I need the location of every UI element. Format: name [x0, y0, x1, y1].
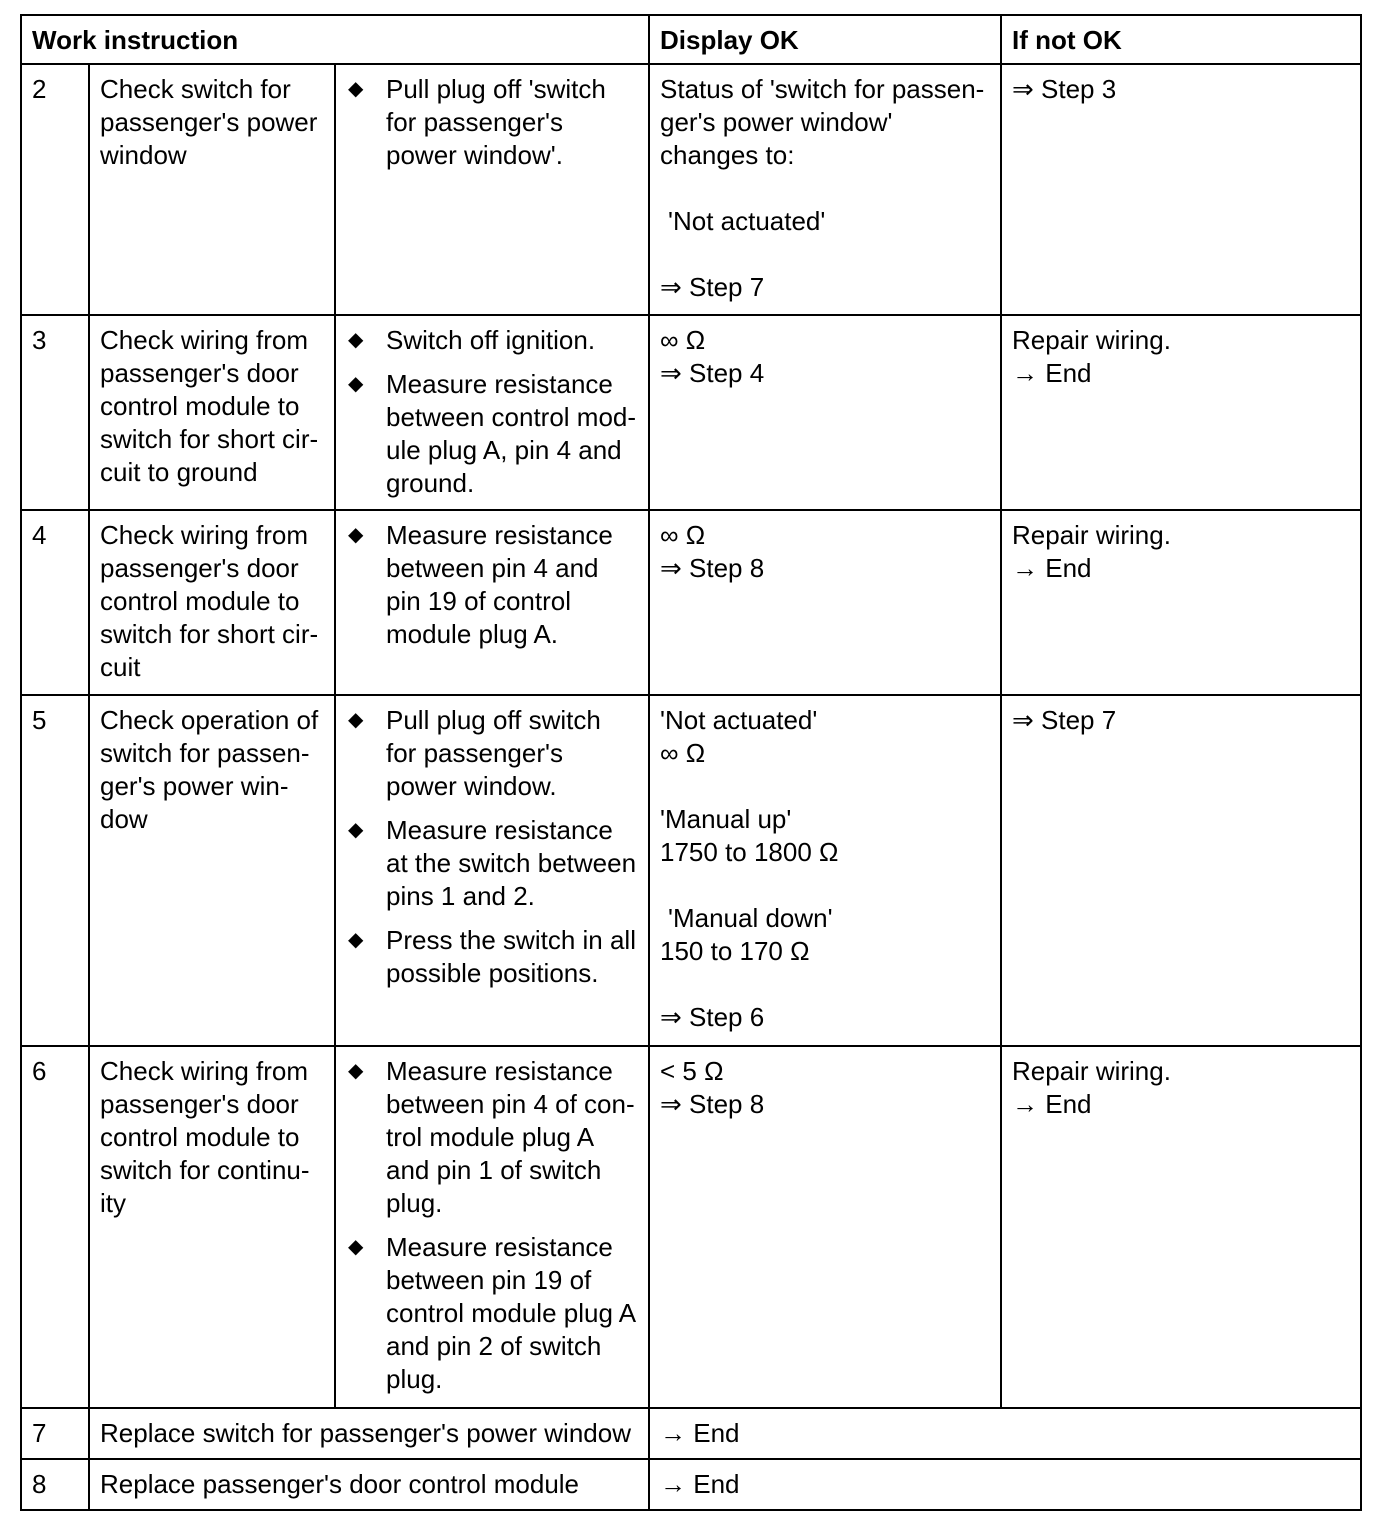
- display-ok-line: 'Not actuated': [668, 206, 826, 236]
- if-not-ok-line: Repair wiring.: [1012, 1056, 1171, 1086]
- header-work-instruction: Work instruction: [21, 15, 649, 64]
- action-list-cell: [335, 510, 649, 695]
- check-description: Check wiring from passenger's door control module to switch for continu-ity: [89, 1046, 335, 1408]
- list-item: ◆ Press the switch in all possible positions.: [348, 925, 636, 988]
- list-item: ◆ Pull plug off switch for passenger's power window.: [348, 705, 601, 801]
- step-number: 2: [21, 64, 89, 315]
- diamond-bullet-icon: ◆: [348, 709, 364, 731]
- check-description: Check wiring from passenger's door control module to switch for short cir-cuit to ground: [89, 315, 335, 510]
- diamond-bullet-icon: ◆: [348, 373, 364, 395]
- if-not-ok-cell: [1001, 315, 1361, 510]
- if-not-ok-cell: [1001, 695, 1361, 1046]
- display-ok-line: ⇒ Step 8: [660, 553, 765, 583]
- final-instruction: Replace switch for passenger's power window: [89, 1408, 649, 1459]
- spacer: [660, 238, 990, 271]
- if-not-ok-line: → End: [1012, 553, 1092, 583]
- list-item: ◆ Switch off ignition.: [348, 325, 596, 355]
- if-not-ok-cell: [1001, 64, 1361, 315]
- diamond-bullet-icon: ◆: [348, 78, 364, 100]
- diamond-bullet-icon: ◆: [348, 819, 364, 841]
- table-row: [21, 1046, 1361, 1408]
- work-instruction-table: [20, 14, 1362, 1511]
- if-not-ok-cell: [1001, 510, 1361, 695]
- step-number: 5: [21, 695, 89, 1046]
- diamond-bullet-icon: ◆: [348, 524, 364, 546]
- diamond-bullet-icon: ◆: [348, 1236, 364, 1258]
- list-item: ◆ Pull plug off 'switch for passenger's power window'.: [348, 74, 606, 170]
- list-item: ◆ Measure resistance between pin 4 of con-trol module plug A and pin 1 of switch plug.: [348, 1056, 635, 1218]
- display-ok-line: < 5 Ω: [660, 1056, 724, 1086]
- display-ok-line: ⇒ Step 6: [660, 1002, 765, 1032]
- step-number: 6: [21, 1046, 89, 1408]
- display-ok-cell: [649, 510, 1001, 695]
- step-number: 4: [21, 510, 89, 695]
- display-ok-cell: [649, 315, 1001, 510]
- action-list-cell: [335, 315, 649, 510]
- list-item: ◆ Measure resistance between control mod-ule plug A, pin 4 and ground.: [348, 369, 637, 498]
- table-row: [21, 1459, 1361, 1510]
- action-list-cell: [335, 64, 649, 315]
- display-ok-line: ∞ Ω: [660, 738, 706, 768]
- list-item: ◆ Measure resistance at the switch between pins 1 and 2.: [348, 815, 637, 911]
- display-ok-line: 'Not actuated': [660, 705, 818, 735]
- check-description: Check wiring from passenger's door control module to switch for short cir-cuit: [89, 510, 335, 695]
- if-not-ok-line: → End: [1012, 1089, 1092, 1119]
- display-ok-line: 150 to 170 Ω: [660, 936, 810, 966]
- diamond-bullet-icon: ◆: [348, 329, 364, 351]
- display-ok-line: 'Manual down': [668, 903, 833, 933]
- diamond-bullet-icon: ◆: [348, 1060, 364, 1082]
- step-number: 8: [21, 1459, 89, 1510]
- header-if-not-ok: If not OK: [1001, 15, 1361, 64]
- if-not-ok-line: Repair wiring.: [1012, 325, 1171, 355]
- final-result: → End: [649, 1459, 1361, 1510]
- display-ok-cell: [649, 695, 1001, 1046]
- table-row: [21, 1408, 1361, 1459]
- display-ok-line: Status of 'switch for passen-ger's power window' changes to:: [660, 74, 985, 170]
- diamond-bullet-icon: ◆: [348, 929, 364, 951]
- list-item: ◆ Measure resistance between pin 19 of control module plug A and pin 2 of switch plug.: [348, 1232, 635, 1394]
- step-number: 7: [21, 1408, 89, 1459]
- spacer: [660, 770, 990, 803]
- final-result: → End: [649, 1408, 1361, 1459]
- spacer: [660, 968, 990, 1001]
- check-description: Check switch for passenger's power window: [89, 64, 335, 315]
- spacer: [660, 869, 990, 902]
- display-ok-line: ⇒ Step 7: [660, 272, 765, 302]
- action-list-cell: [335, 695, 649, 1046]
- final-instruction: Replace passenger's door control module: [89, 1459, 649, 1510]
- step-number: 3: [21, 315, 89, 510]
- display-ok-line: ∞ Ω: [660, 520, 706, 550]
- table-row: [21, 510, 1361, 695]
- header-display-ok: Display OK: [649, 15, 1001, 64]
- display-ok-line: ⇒ Step 8: [660, 1089, 765, 1119]
- if-not-ok-cell: [1001, 1046, 1361, 1408]
- display-ok-line: ∞ Ω: [660, 325, 706, 355]
- display-ok-line: ⇒ Step 4: [660, 358, 765, 388]
- display-ok-cell: [649, 64, 1001, 315]
- action-list-cell: [335, 1046, 649, 1408]
- display-ok-line: 1750 to 1800 Ω: [660, 837, 839, 867]
- spacer: [660, 172, 990, 205]
- display-ok-cell: [649, 1046, 1001, 1408]
- table-row: [21, 315, 1361, 510]
- table-row: [21, 695, 1361, 1046]
- check-description: Check operation of switch for passen-ger's power win-dow: [89, 695, 335, 1046]
- if-not-ok-line: ⇒ Step 7: [1012, 705, 1117, 735]
- if-not-ok-line: → End: [1012, 358, 1092, 388]
- list-item: ◆ Measure resistance between pin 4 and pin 19 of control module plug A.: [348, 520, 613, 649]
- display-ok-line: 'Manual up': [660, 804, 792, 834]
- table-header-row: [21, 15, 1361, 64]
- table-row: [21, 64, 1361, 315]
- if-not-ok-line: ⇒ Step 3: [1012, 74, 1117, 104]
- if-not-ok-line: Repair wiring.: [1012, 520, 1171, 550]
